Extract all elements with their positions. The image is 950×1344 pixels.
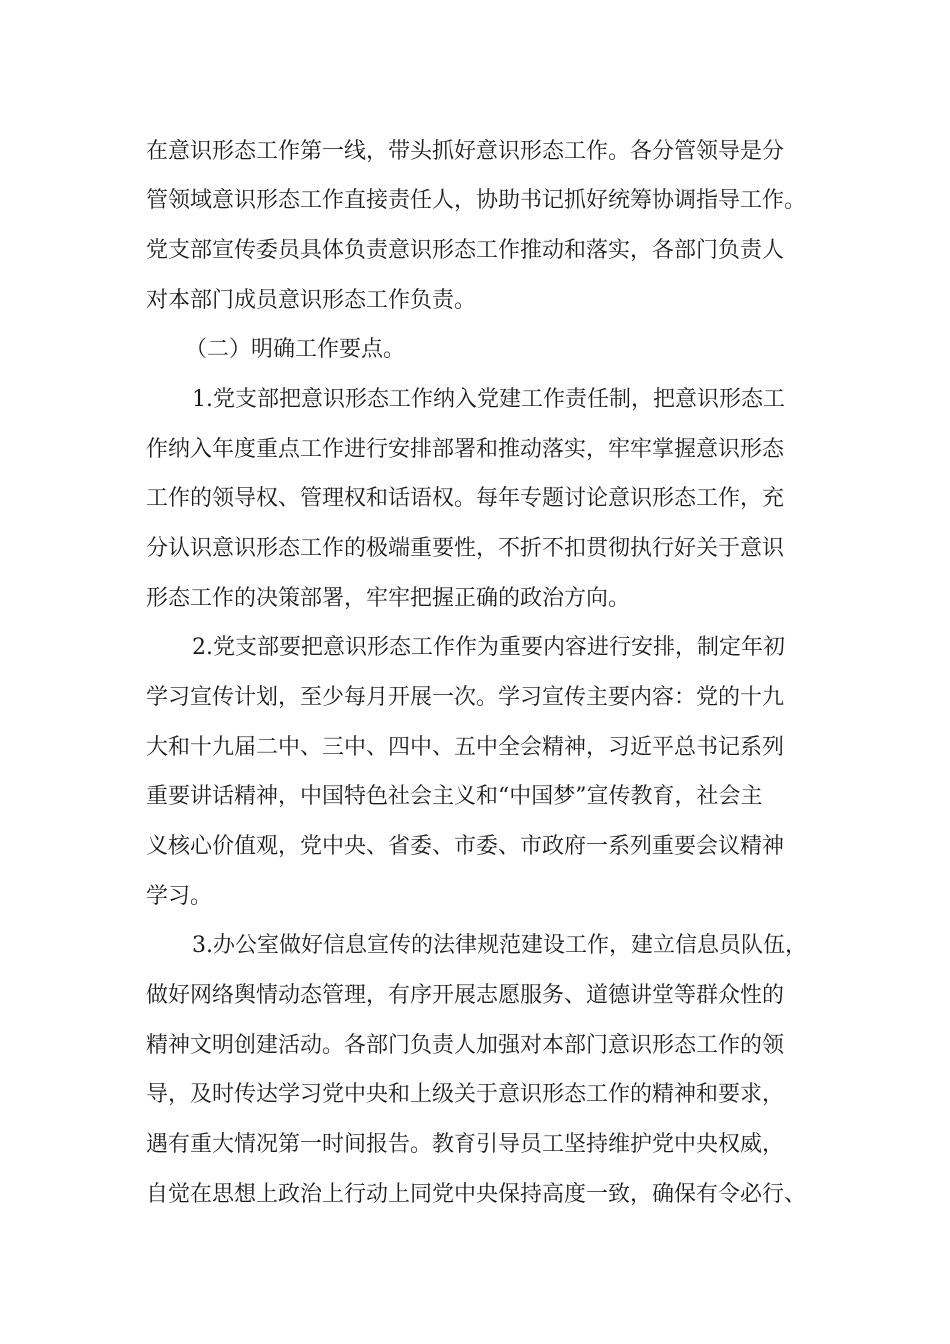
- text-line-13: 大和十九届二中、三中、四中、五中全会精神，习近平总书记系列: [146, 735, 785, 760]
- text-line-8: 工作的领导权、管理权和话语权。每年专题讨论意识形态工作，充: [146, 486, 785, 511]
- text-line-11: 2.党支部要把意识形态工作作为重要内容进行安排，制定年初: [192, 635, 785, 660]
- text-line-9: 分认识意识形态工作的极端重要性，不折不扣贯彻执行好关于意识: [146, 536, 785, 561]
- text-line-20: 导，及时传达学习党中央和上级关于意识形态工作的精神和要求，: [146, 1082, 785, 1107]
- text-line-4: 对本部门成员意识形态工作负责。: [146, 288, 477, 313]
- text-line-12: 学习宣传计划，至少每月开展一次。学习宣传主要内容：党的十九: [146, 685, 785, 710]
- text-line-14: 重要讲话精神，中国特色社会主义和“中国梦”宣传教育，社会主: [146, 784, 763, 809]
- text-line-7: 作纳入年度重点工作进行安排部署和推动落实，牢牢掌握意识形态: [146, 437, 785, 462]
- text-line-15: 义核心价值观，党中央、省委、市委、市政府一系列重要会议精神: [146, 834, 785, 859]
- text-line-22: 自觉在思想上政治上行动上同党中央保持高度一致，确保有令必行、: [146, 1182, 807, 1207]
- text-line-16: 学习。: [146, 884, 213, 909]
- text-line-3: 党支部宣传委员具体负责意识形态工作推动和落实，各部门负责人: [146, 238, 785, 263]
- text-line-18: 做好网络舆情动态管理，有序开展志愿服务、道德讲堂等群众性的: [146, 983, 785, 1008]
- text-line-1: 在意识形态工作第一线，带头抓好意识形态工作。各分管领导是分: [146, 139, 785, 164]
- text-line-2: 管领域意识形态工作直接责任人，协助书记抓好统筹协调指导工作。: [146, 188, 807, 213]
- text-line-10: 形态工作的决策部署，牢牢把握正确的政治方向。: [146, 586, 631, 611]
- section-heading: （二）明确工作要点。: [185, 337, 406, 362]
- text-line-19: 精神文明创建活动。各部门负责人加强对本部门意识形态工作的领: [146, 1033, 785, 1058]
- text-line-6: 1.党支部把意识形态工作纳入党建工作责任制，把意识形态工: [192, 387, 785, 412]
- text-line-17: 3.办公室做好信息宣传的法律规范建设工作，建立信息员队伍，: [192, 933, 807, 958]
- text-line-21: 遇有重大情况第一时间报告。教育引导员工坚持维护党中央权威，: [146, 1132, 785, 1157]
